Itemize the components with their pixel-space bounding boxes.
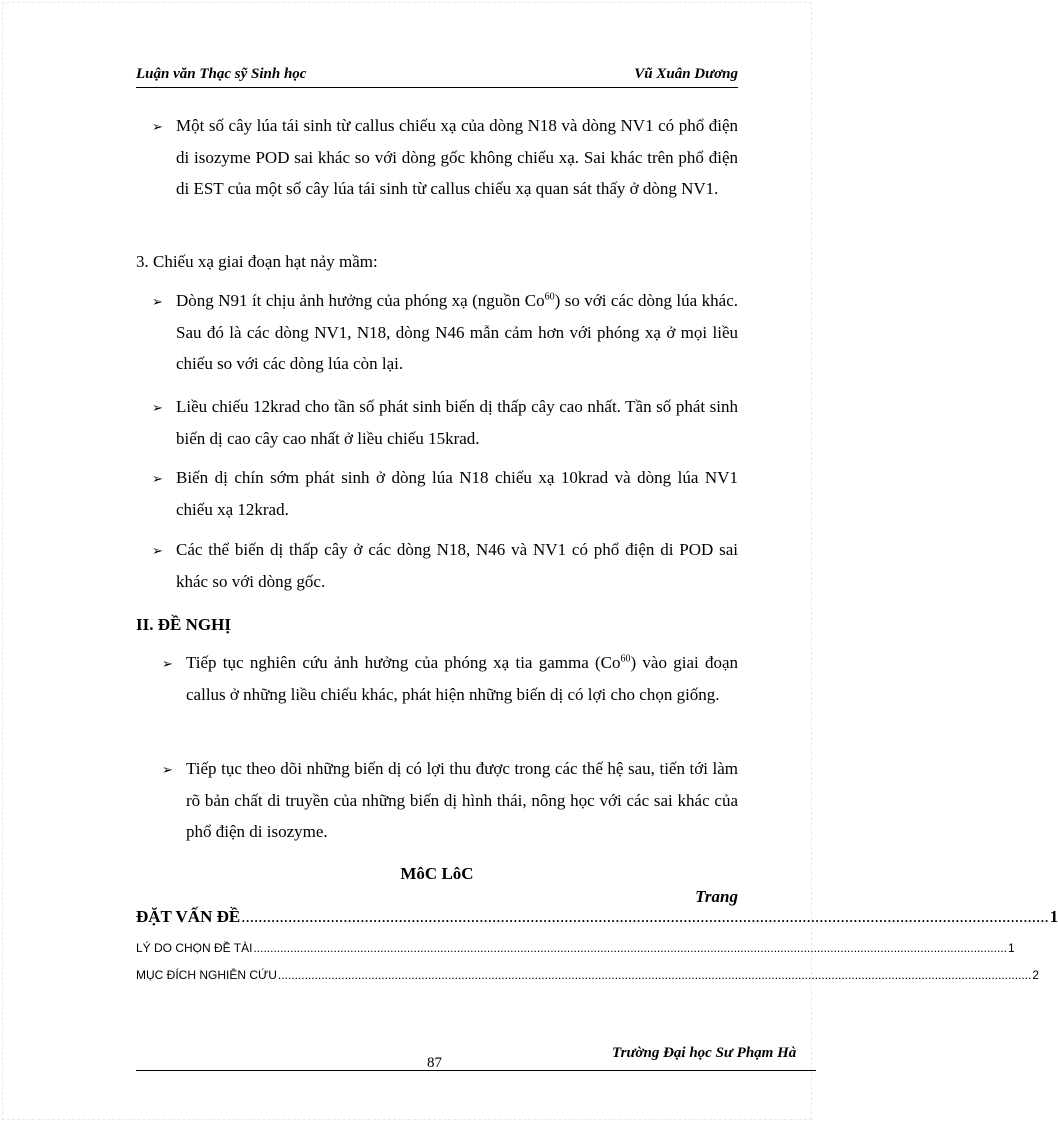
bullet-callus: Một số cây lúa tái sinh từ callus chiếu xạ của dòng N18 và dòng NV1 có phổ điện di isozyme POD sai khác so với dòng gốc không chiếu xạ. Sai khác trên phổ điện di EST của một số cây lúa tái sinh từ callus chiếu xạ quan sát thấy ở dòng NV1. <box>176 116 738 198</box>
bullet-12krad: Liều chiếu 12krad cho tần số phát sinh biến dị thấp cây cao nhất. Tần số phát sinh biến dị cao cây cao nhất ở liều chiếu 15krad. <box>176 397 738 448</box>
toc-entry[interactable] <box>136 941 1015 955</box>
bullet-early-maturity: Biến dị chín sớm phát sinh ở dòng lúa N18 chiếu xạ 10krad và dòng lúa NV1 chiếu xạ 12krad. <box>176 468 738 519</box>
header-thesis-title: Luận văn Thạc sỹ Sinh học <box>136 66 307 82</box>
arrowhead-bullet-icon: ➢ <box>162 656 173 671</box>
arrowhead-bullet-icon: ➢ <box>152 543 163 558</box>
section-recommendations-title: II. ĐỀ NGHỊ <box>136 615 231 634</box>
toc-title: MôC LôC <box>400 864 474 883</box>
arrowhead-bullet-icon: ➢ <box>162 762 173 777</box>
toc-leader: .................................................................................................................................................................................................................................. <box>277 968 1032 982</box>
toc-leader: .............................................................................................................................................................................................. <box>241 907 1049 926</box>
recommendation-1: Tiếp tục nghiên cứu ảnh hưởng của phóng xạ tia gamma (Co$^{60}$) vào giai đoạn callus ở những liều chiếu khác, phát hiện những biến dị có lợi cho chọn giống. <box>186 653 739 704</box>
bullet-n91: Dòng N91 ít chịu ảnh hưởng của phóng xạ (nguồn Co$^{60}$) so với các dòng lúa khác. Sau đó là các dòng NV1, N18, dòng N46 mẫn cảm hơn với phóng xạ ở mọi liều chiếu so với các dòng lúa còn lại. <box>176 291 738 373</box>
recommendation-2: Tiếp tục theo dõi những biến dị có lợi thu được trong các thế hệ sau, tiến tới làm rõ bản chất di truyền của những biến dị hình thái, nông học với các sai khác của phổ điện di isozyme. <box>186 759 738 841</box>
toc-entry-page: 1 <box>1049 907 1058 926</box>
toc-entry-text: LÝ DO CHỌN ĐỀ TÀI <box>136 941 253 955</box>
toc-page-label: Trang <box>695 887 738 906</box>
arrowhead-bullet-icon: ➢ <box>152 119 163 134</box>
header-rule <box>136 87 738 88</box>
header-author: Vũ Xuân Dương <box>634 66 738 82</box>
toc-entry[interactable] <box>136 907 1058 927</box>
toc-leader: .................................................................................................................................................................................................................................. <box>253 941 1007 955</box>
page-number: 87 <box>427 1055 442 1071</box>
toc-entry-text: MỤC ĐÍCH NGHIÊN CỨU <box>136 968 277 982</box>
footer-school: Trường Đại học Sư Phạm Hà <box>612 1045 797 1061</box>
arrowhead-bullet-icon: ➢ <box>152 400 163 415</box>
toc-entry[interactable] <box>136 968 1040 982</box>
toc-entry-text: ĐẶT VẤN ĐỀ <box>136 907 241 926</box>
toc-entry-page: 1 <box>1007 941 1015 955</box>
toc-entry-page: 2 <box>1032 968 1040 982</box>
bullet-dwarf-variants: Các thể biến dị thấp cây ở các dòng N18, N46 và NV1 có phổ điện di POD sai khác so với dòng gốc. <box>176 540 738 591</box>
numbered-item-3: 3. Chiếu xạ giai đoạn hạt nảy mầm: <box>136 252 378 271</box>
arrowhead-bullet-icon: ➢ <box>152 471 163 486</box>
arrowhead-bullet-icon: ➢ <box>152 294 163 309</box>
footer-rule <box>136 1070 816 1071</box>
